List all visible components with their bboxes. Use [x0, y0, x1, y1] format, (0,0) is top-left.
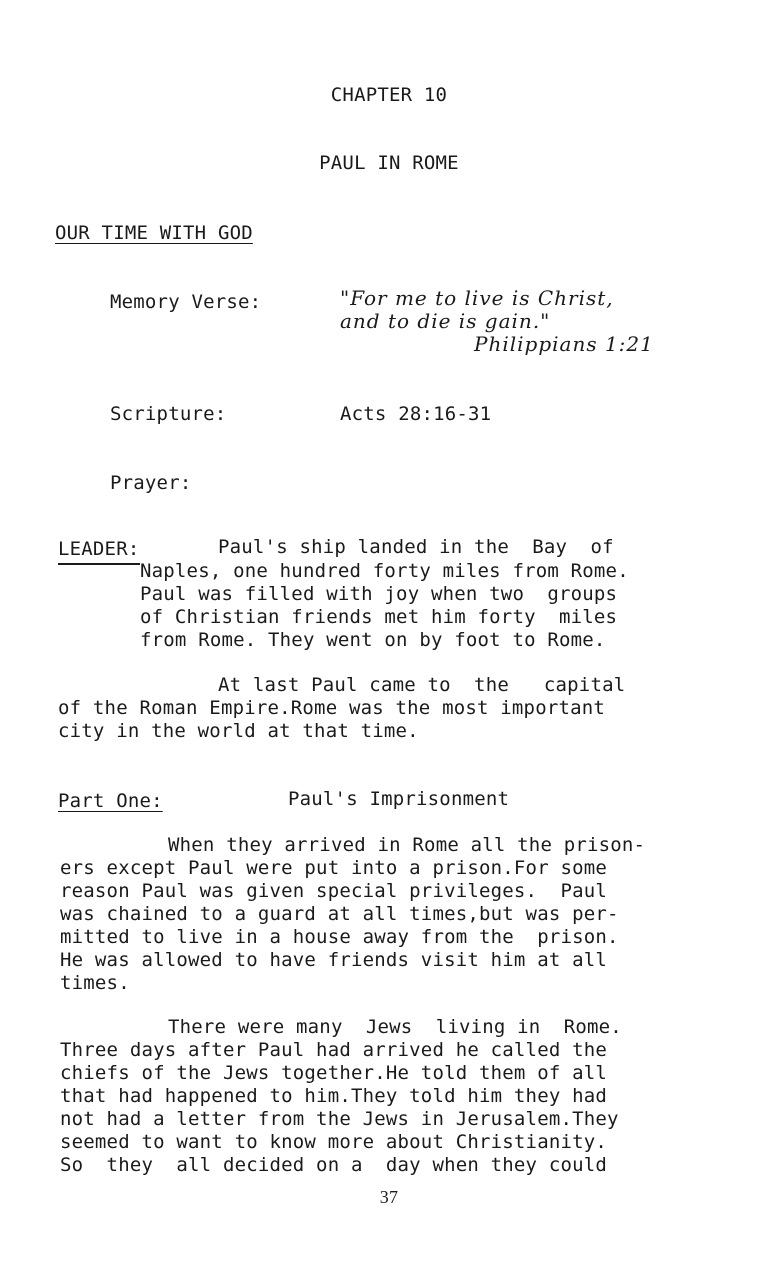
part-one-para1-line-5: mitted to live in a house away from the prison. — [60, 926, 619, 948]
part-one-para1-line-4: was chained to a guard at all times,but was per- — [60, 903, 619, 925]
scripture-reference: Acts 28:16-31 — [340, 403, 492, 425]
part-one-para2-line-2: Three days after Paul had arrived he called the — [60, 1039, 608, 1061]
chapter-title: PAUL IN ROME — [319, 152, 459, 174]
part-one-para2-line-6: seemed to want to know more about Christianity. — [60, 1131, 608, 1153]
part-one-para2-line-4: that had happened to him.They told him they had — [60, 1085, 608, 1107]
leader-para2-line-2: of the Roman Empire.Rome was the most important — [58, 697, 606, 719]
leader-line-2: Paul was filled with joy when two groups — [140, 583, 618, 605]
prayer-label: Prayer: — [110, 472, 192, 494]
part-one-para2-line-1: There were many Jews living in Rome. — [168, 1016, 622, 1038]
part-one-para2-line-5: not had a letter from the Jews in Jerusalem.They — [60, 1108, 619, 1130]
part-one-para2-line-7: So they all decided on a day when they could — [60, 1154, 608, 1176]
scripture-label: Scripture: — [110, 403, 227, 425]
part-one-para1-line-2: ers except Paul were put into a prison.For some — [60, 857, 608, 879]
leader-label: LEADER: — [58, 538, 140, 560]
leader-line-3: of Christian friends met him forty miles — [140, 606, 618, 628]
part-one-title: Paul's Imprisonment — [288, 788, 510, 810]
part-one-para1-line-1: When they arrived in Rome all the prison- — [168, 834, 646, 856]
page-number: 37 — [379, 1187, 399, 1207]
leader-para2-line-3: city in the world at that time. — [58, 720, 419, 742]
leader-underline — [58, 563, 140, 565]
chapter-number: CHAPTER 10 — [330, 84, 448, 106]
memory-verse-reference: Philippians 1:21 — [474, 332, 654, 356]
leader-para2-line-1: At last Paul came to the capital — [218, 674, 626, 696]
part-one-para1-line-7: times. — [60, 972, 130, 994]
leader-line-1: Naples, one hundred forty miles from Rome. — [140, 560, 629, 582]
part-one-para1-line-3: reason Paul was given special privileges. Paul — [60, 880, 608, 902]
section-heading: OUR TIME WITH GOD — [55, 222, 253, 244]
leader-line-4: from Rome. They went on by foot to Rome. — [140, 629, 606, 651]
part-one-para1-line-6: He was allowed to have friends visit him at all — [60, 949, 608, 971]
memory-verse-line-1: "For me to live is Christ, — [340, 286, 614, 310]
leader-first-line: Paul's ship landed in the Bay of — [218, 536, 614, 558]
memory-verse-label: Memory Verse: — [110, 291, 262, 313]
memory-verse-line-2: and to die is gain." — [340, 309, 551, 333]
part-one-label: Part One: — [58, 790, 163, 812]
part-one-para2-line-3: chiefs of the Jews together.He told them of all — [60, 1062, 608, 1084]
